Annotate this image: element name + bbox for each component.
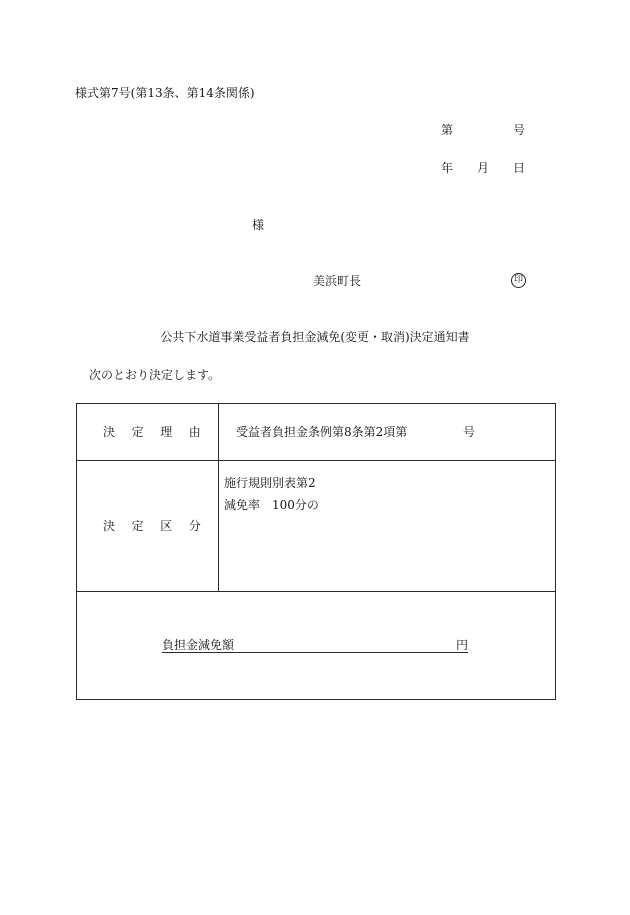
intro-text: 次のとおり決定します。 [89, 368, 221, 382]
category-label: 決 定 区 分 [103, 519, 204, 533]
date-day: 日 [513, 161, 526, 175]
date-year: 年 [441, 161, 454, 175]
addressee-honorific: 様 [252, 218, 265, 232]
decision-table [76, 403, 556, 700]
document-title: 公共下水道事業受益者負担金減免(変更・取消)決定通知書 [160, 330, 470, 344]
reason-text: 受益者負担金条例第8条第2項第 [236, 425, 408, 439]
issuer-name: 美浜町長 [313, 274, 362, 288]
reason-number-suffix: 号 [463, 425, 476, 439]
amount-cell [77, 592, 555, 699]
seal-text: 印 [513, 275, 523, 285]
reason-value-cell [219, 404, 555, 461]
category-line-1: 施行規則別表第2 [224, 476, 316, 490]
category-value-cell [219, 461, 555, 592]
seal-mark [511, 273, 526, 288]
form-number: 様式第7号(第13条、第14条関係) [75, 86, 255, 100]
category-line-2: 減免率 100分の [224, 498, 319, 512]
amount-unit: 円 [455, 638, 468, 652]
reason-label-cell [77, 404, 219, 461]
category-label-cell [77, 461, 219, 592]
amount-underline [162, 638, 468, 653]
amount-label: 負担金減免額 [162, 638, 235, 652]
date-month: 月 [477, 161, 490, 175]
document-number-suffix: 号 [513, 123, 526, 137]
reason-label: 決 定 理 由 [103, 425, 204, 439]
document-number-prefix: 第 [441, 123, 454, 137]
